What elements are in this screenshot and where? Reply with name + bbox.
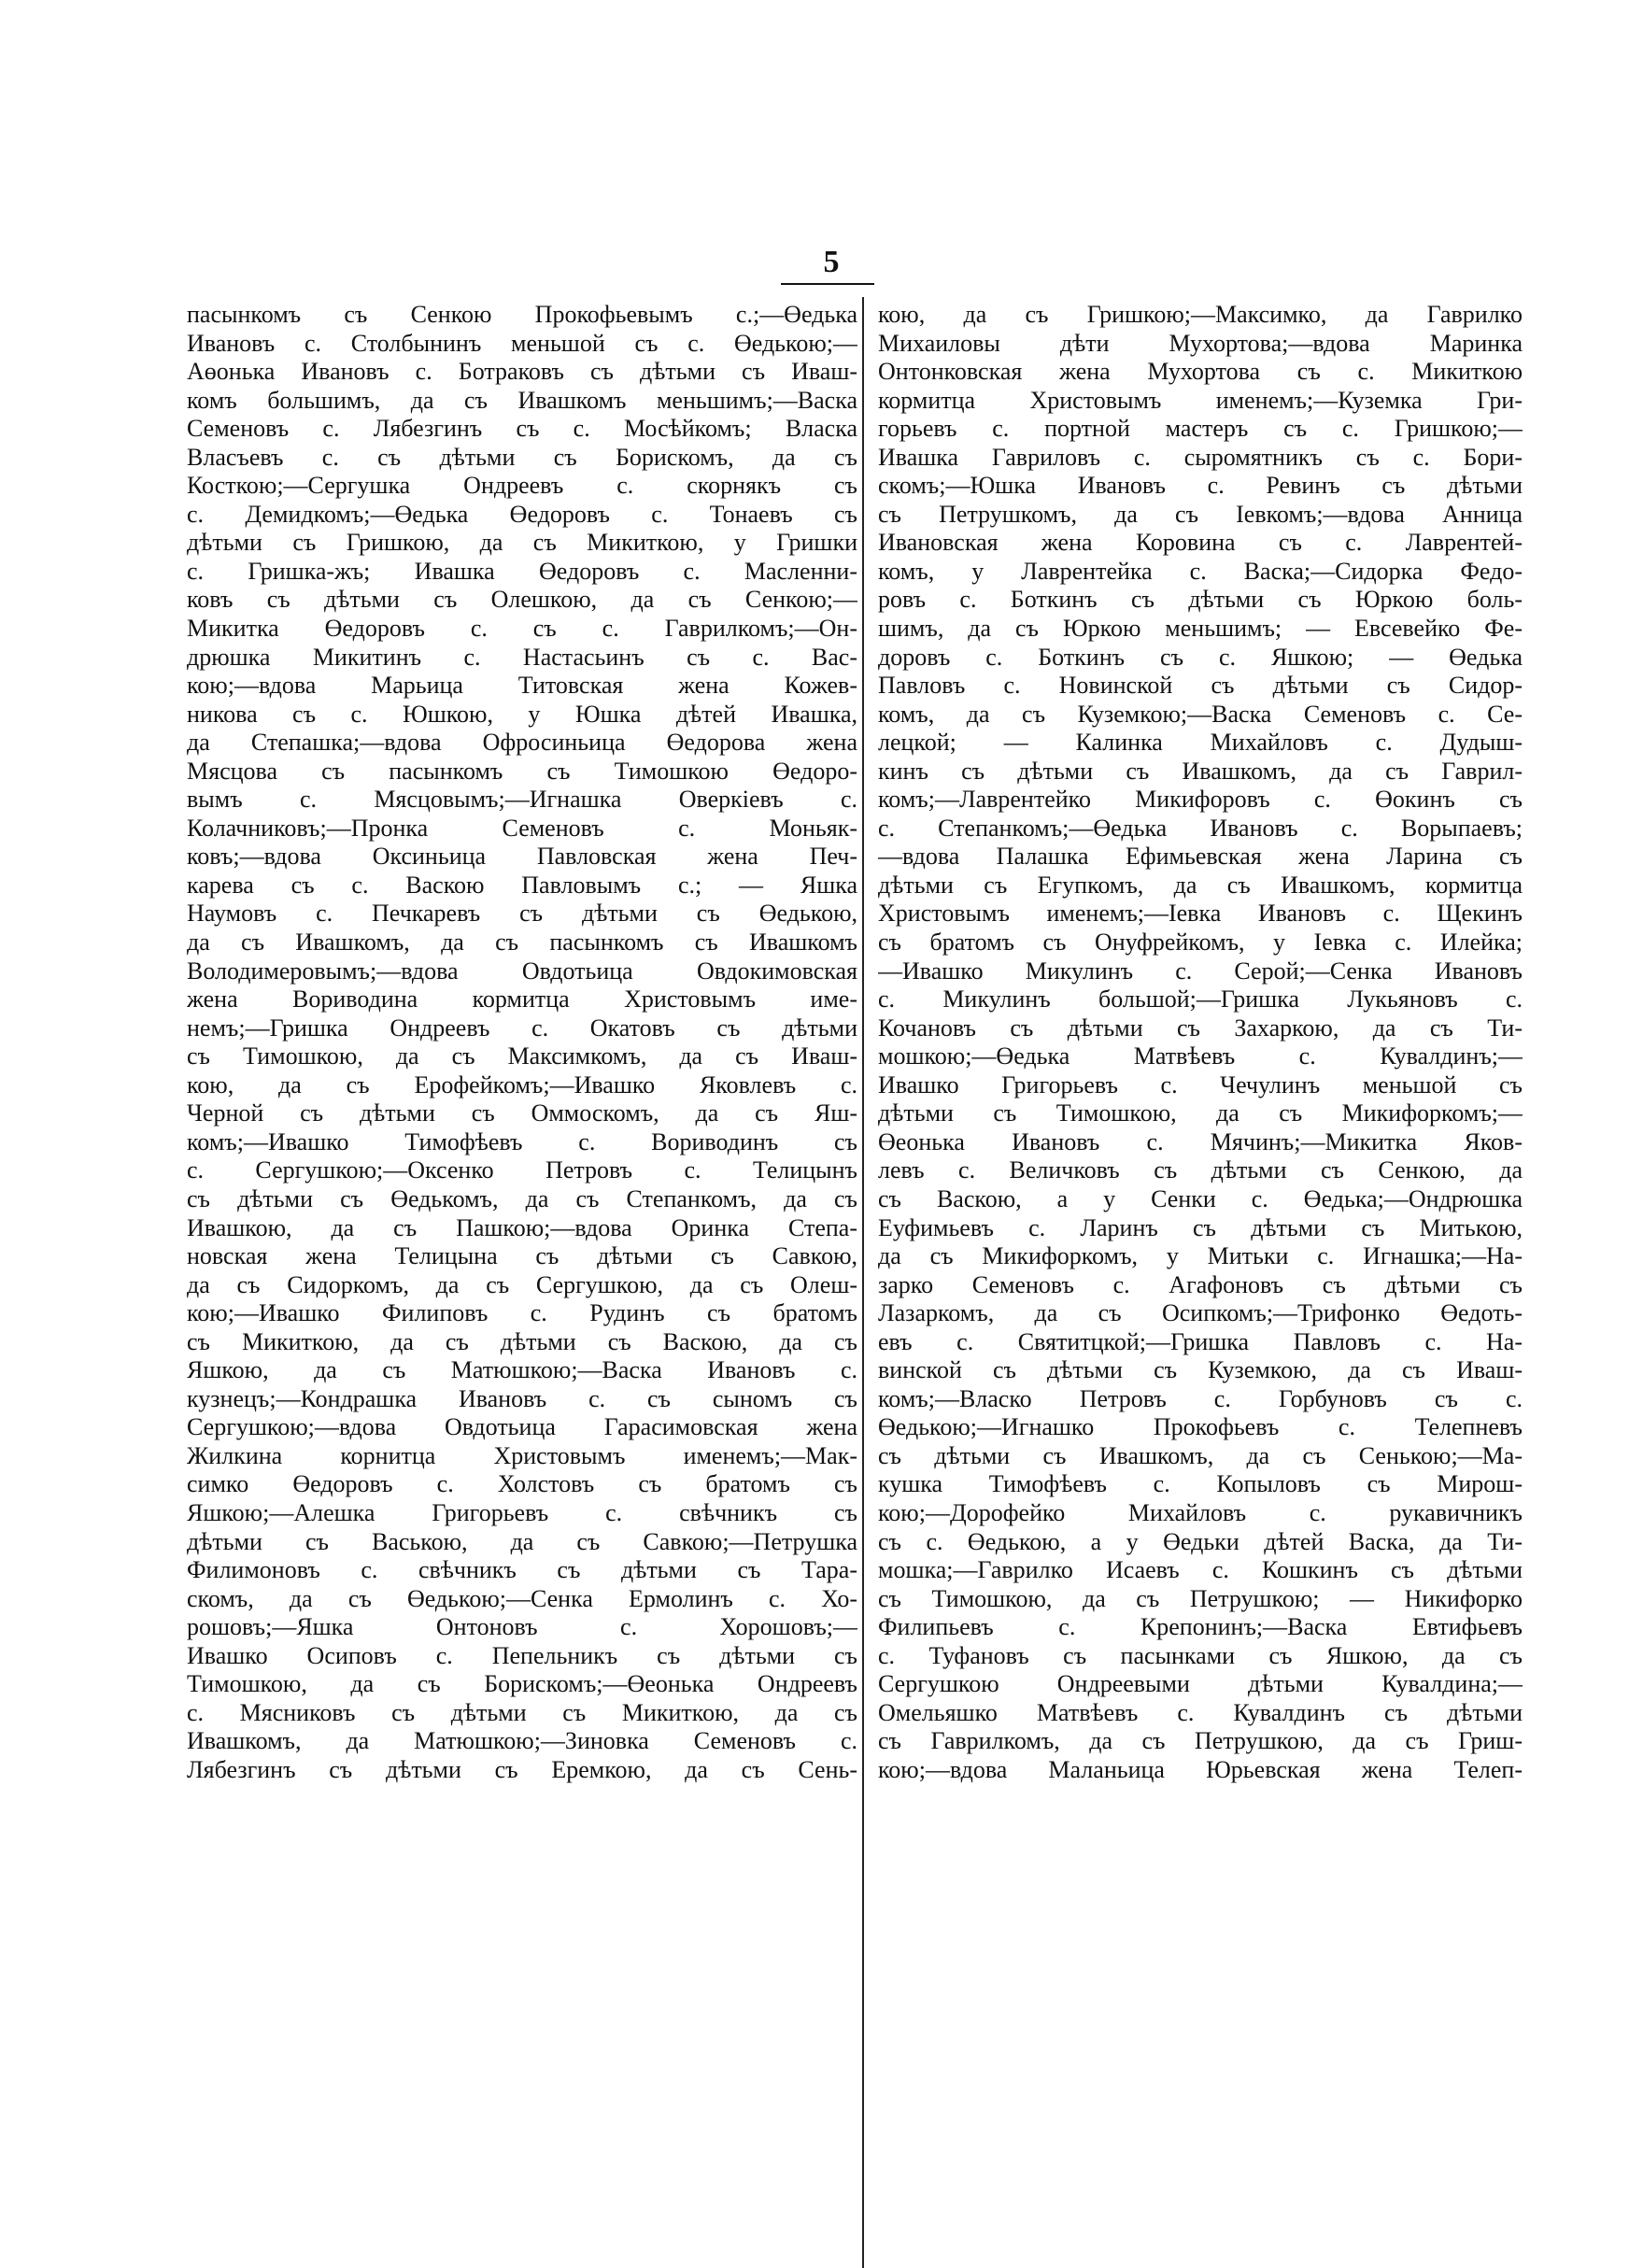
text-line: с. Микулинъ большой;—Гришка Лукьяновъ с. [878, 985, 1523, 1014]
text-line: комъ;—Власко Петровъ с. Горбуновъ съ с. [878, 1384, 1523, 1412]
text-line: рошовъ;—Яшка Онтоновъ с. Хорошовъ;— [187, 1613, 857, 1641]
text-line: Власъевъ с. съ дѣтьми съ Борискомъ, да съ [187, 443, 857, 471]
text-line: с. Гришка-жъ; Ивашка Өедоровъ с. Масленни- [187, 557, 857, 585]
text-line: лецкой; — Калинка Михайловъ с. Дудыш- [878, 729, 1523, 757]
text-line: с. Демидкомъ;—Өедька Өедоровъ с. Тонаевъ съ [187, 500, 857, 528]
text-line: Павловъ с. Новинской съ дѣтьми съ Сидор- [878, 672, 1523, 700]
text-line: Микитка Өедоровъ с. съ с. Гаврилкомъ;—Он- [187, 615, 857, 643]
text-line: комъ большимъ, да съ Ивашкомъ меньшимъ;—Васка [187, 386, 857, 414]
text-line: Семеновъ с. Лябезгинъ съ с. Мосѣйкомъ; Власка [187, 415, 857, 443]
text-line: немъ;—Гришка Ондреевъ с. Окатовъ съ дѣтьми [187, 1014, 857, 1042]
text-line: пасынкомъ съ Сенкою Прокофьевымъ с.;—Өедька [187, 301, 857, 328]
text-line: с. Туфановъ съ пасынками съ Яшкою, да съ [878, 1641, 1523, 1669]
text-line: скомъ;—Юшка Ивановъ с. Ревинъ съ дѣтьми [878, 472, 1523, 500]
text-line: Володимеровымъ;—вдова Овдотьица Овдокимовская [187, 957, 857, 985]
text-line: кою;—Ивашко Филиповъ с. Рудинъ съ братомъ [187, 1299, 857, 1327]
text-line: съ Васкою, а у Сенки с. Өедька;—Ондрюшка [878, 1184, 1523, 1212]
text-line: Кочановъ съ дѣтьми съ Захаркою, да съ Ти- [878, 1014, 1523, 1042]
text-line: ковъ;—вдова Оксиньица Павловская жена Печ- [187, 843, 857, 871]
text-line: Ивановская жена Коровина съ с. Лаврентей- [878, 529, 1523, 557]
text-line: Сергушкою;—вдова Овдотьица Гарасимовская жена [187, 1413, 857, 1441]
text-line: да съ Ивашкомъ, да съ пасынкомъ съ Ивашкомъ [187, 928, 857, 957]
text-line: Яшкою, да съ Матюшкою;—Васка Ивановъ с. [187, 1356, 857, 1384]
text-line: дѣтьми съ Тимошкою, да съ Микифоркомъ;— [878, 1099, 1523, 1127]
text-line: съ Тимошкою, да съ Петрушкою; — Никифорко [878, 1584, 1523, 1612]
header-rule [781, 283, 874, 285]
text-line: Ивашкомъ, да Матюшкою;—Зиновка Семеновъ с. [187, 1727, 857, 1755]
text-line: дѣтьми съ Егупкомъ, да съ Ивашкомъ, кормитца [878, 871, 1523, 899]
text-line: Ивашкою, да съ Пашкою;—вдова Оринка Степа- [187, 1213, 857, 1241]
text-line: Онтонковская жена Мухортова съ с. Микиткою [878, 358, 1523, 386]
text-line: съ Гаврилкомъ, да съ Петрушкою, да съ Гриш- [878, 1727, 1523, 1755]
text-line: съ Петрушкомъ, да съ Іевкомъ;—вдова Анница [878, 500, 1523, 528]
text-line: —Ивашко Микулинъ с. Серой;—Сенка Ивановъ [878, 957, 1523, 985]
text-line: шимъ, да съ Юркою меньшимъ; — Евсевейко Фе- [878, 615, 1523, 643]
text-line: евъ с. Святитцкой;—Гришка Павловъ с. На- [878, 1327, 1523, 1355]
left-column [187, 301, 857, 1784]
text-line: вымъ с. Мясцовымъ;—Игнашка Оверкіевъ с. [187, 786, 857, 814]
text-line: кою;—Дорофейко Михайловъ с. рукавичникъ [878, 1498, 1523, 1526]
text-line: Филипьевъ с. Крепонинъ;—Васка Евтифьевъ [878, 1613, 1523, 1641]
text-line: Өеонька Ивановъ с. Мячинъ;—Микитка Яков- [878, 1127, 1523, 1155]
text-line: скомъ, да съ Өедькою;—Сенка Ермолинъ с. Хо- [187, 1584, 857, 1612]
text-line: съ дѣтьми съ Өедькомъ, да съ Степанкомъ, да съ [187, 1184, 857, 1212]
text-line: мошка;—Гаврилко Исаевъ с. Кошкинъ съ дѣтьми [878, 1556, 1523, 1584]
text-line: Наумовъ с. Печкаревъ съ дѣтьми съ Өедькою, [187, 900, 857, 928]
text-line: зарко Семеновъ с. Агафоновъ съ дѣтьми съ [878, 1270, 1523, 1298]
text-line: Лябезгинъ съ дѣтьми съ Еремкою, да съ Сень- [187, 1755, 857, 1783]
text-line: Ивашко Григорьевъ с. Чечулинъ меньшой съ [878, 1070, 1523, 1099]
text-line: карева съ с. Васкою Павловымъ с.; — Яшка [187, 871, 857, 899]
text-line: съ братомъ съ Онуфрейкомъ, у Іевка с. Илейка; [878, 928, 1523, 957]
text-line: кою;—вдова Марьица Титовская жена Кожев- [187, 672, 857, 700]
text-line: Михаиловы дѣти Мухортова;—вдова Маринка [878, 329, 1523, 357]
text-line: да Степашка;—вдова Офросиньица Өедорова жена [187, 729, 857, 757]
text-line: кою;—вдова Маланьица Юрьевская жена Телеп- [878, 1755, 1523, 1783]
text-line: Яшкою;—Алешка Григорьевъ с. свѣчникъ съ [187, 1498, 857, 1526]
text-line: кузнецъ;—Кондрашка Ивановъ с. съ сыномъ съ [187, 1384, 857, 1412]
text-line: дѣтьми съ Ваською, да съ Савкою;—Петрушка [187, 1527, 857, 1555]
text-line: Ивашка Гавриловъ с. сыромятникъ съ с. Бори- [878, 443, 1523, 471]
text-line: —вдова Палашка Ефимьевская жена Ларина съ [878, 843, 1523, 871]
text-line: Ивановъ с. Столбынинъ меньшой съ с. Өедькою;— [187, 329, 857, 357]
text-line: Жилкина корнитца Христовымъ именемъ;—Мак- [187, 1441, 857, 1469]
text-line: кинъ съ дѣтьми съ Ивашкомъ, да съ Гаврил- [878, 757, 1523, 785]
text-line: жена Вориводина кормитца Христовымъ име- [187, 985, 857, 1014]
column-divider [862, 297, 864, 2268]
text-line: Христовымъ именемъ;—Іевка Ивановъ с. Щекинъ [878, 900, 1523, 928]
text-line: кушка Тимофѣевъ с. Копыловъ съ Мирош- [878, 1470, 1523, 1498]
text-line: комъ, у Лаврентейка с. Васка;—Сидорка Федо- [878, 557, 1523, 585]
text-line: с. Степанкомъ;—Өедька Ивановъ с. Ворыпаевъ; [878, 814, 1523, 842]
text-line: да съ Сидоркомъ, да съ Сергушкою, да съ Олеш- [187, 1270, 857, 1298]
text-line: Сергушкою Ондреевыми дѣтьми Кувалдина;— [878, 1670, 1523, 1698]
text-line: Лазаркомъ, да съ Осипкомъ;—Трифонко Өедоть- [878, 1299, 1523, 1327]
text-line: Колачниковъ;—Пронка Семеновъ с. Моньяк- [187, 814, 857, 842]
text-line: кою, да съ Ерофейкомъ;—Ивашко Яковлевъ с. [187, 1070, 857, 1099]
text-line: никова съ с. Юшкою, у Юшка дѣтей Ивашка, [187, 700, 857, 728]
text-line: кормитца Христовымъ именемъ;—Куземка Гри- [878, 386, 1523, 414]
text-line: ковъ съ дѣтьми съ Олешкою, да съ Сенкою;— [187, 586, 857, 614]
text-line: да съ Микифоркомъ, у Митьки с. Игнашка;—На- [878, 1242, 1523, 1270]
text-line: левъ с. Величковъ съ дѣтьми съ Сенкою, да [878, 1156, 1523, 1184]
text-line: ровъ с. Боткинъ съ дѣтьми съ Юркою боль- [878, 586, 1523, 614]
text-line: доровъ с. Боткинъ съ с. Яшкою; — Өедька [878, 643, 1523, 671]
text-line: винской съ дѣтьми съ Куземкою, да съ Иваш- [878, 1356, 1523, 1384]
page-number: 5 [823, 245, 840, 279]
text-line: Омельяшко Матвѣевъ с. Кувалдинъ съ дѣтьми [878, 1698, 1523, 1726]
text-line: съ Тимошкою, да съ Максимкомъ, да съ Иваш- [187, 1042, 857, 1070]
text-line: комъ;—Ивашко Тимофѣевъ с. Вориводинъ съ [187, 1127, 857, 1155]
text-line: Ивашко Осиповъ с. Пепельникъ съ дѣтьми съ [187, 1641, 857, 1669]
text-line: с. Сергушкою;—Оксенко Петровъ с. Телицынъ [187, 1156, 857, 1184]
text-line: новская жена Телицына съ дѣтьми съ Савкою, [187, 1242, 857, 1270]
text-line: Тимошкою, да съ Борискомъ;—Өеонька Ондреевъ [187, 1670, 857, 1698]
text-line: дрюшка Микитинъ с. Настасьинъ съ с. Вас- [187, 643, 857, 671]
text-line: кою, да съ Гришкою;—Максимко, да Гаврилко [878, 301, 1523, 328]
text-line: Еуфимьевъ с. Ларинъ съ дѣтьми съ Митькою, [878, 1213, 1523, 1241]
text-line: Филимоновъ с. свѣчникъ съ дѣтьми съ Тара- [187, 1556, 857, 1584]
text-line: Черной съ дѣтьми съ Оммоскомъ, да съ Яш- [187, 1099, 857, 1127]
text-line: Өедькою;—Игнашко Прокофьевъ с. Телепневъ [878, 1413, 1523, 1441]
right-column [878, 301, 1523, 1784]
text-line: комъ, да съ Куземкою;—Васка Семеновъ с. Се- [878, 700, 1523, 728]
text-line: комъ;—Лаврентейко Микифоровъ с. Өокинъ съ [878, 786, 1523, 814]
text-line: съ Микиткою, да съ дѣтьми съ Васкою, да съ [187, 1327, 857, 1355]
text-line: дѣтьми съ Гришкою, да съ Микиткою, у Гришки [187, 529, 857, 557]
text-line: съ с. Өедькою, а у Өедьки дѣтей Васка, да Ти- [878, 1527, 1523, 1555]
text-line: Мясцова съ пасынкомъ съ Тимошкою Өедоро- [187, 757, 857, 785]
text-line: горьевъ с. портной мастеръ съ с. Гришкою;— [878, 415, 1523, 443]
text-line: Аөонька Ивановъ с. Ботраковъ съ дѣтьми съ Иваш- [187, 358, 857, 386]
text-line: симко Өедоровъ с. Холстовъ съ братомъ съ [187, 1470, 857, 1498]
text-line: съ дѣтьми съ Ивашкомъ, да съ Сенькою;—Ма- [878, 1441, 1523, 1469]
text-line: с. Мясниковъ съ дѣтьми съ Микиткою, да съ [187, 1698, 857, 1726]
text-line: Косткою;—Сергушка Ондреевъ с. скорнякъ съ [187, 472, 857, 500]
text-line: мошкою;—Өедька Матвѣевъ с. Кувалдинъ;— [878, 1042, 1523, 1070]
